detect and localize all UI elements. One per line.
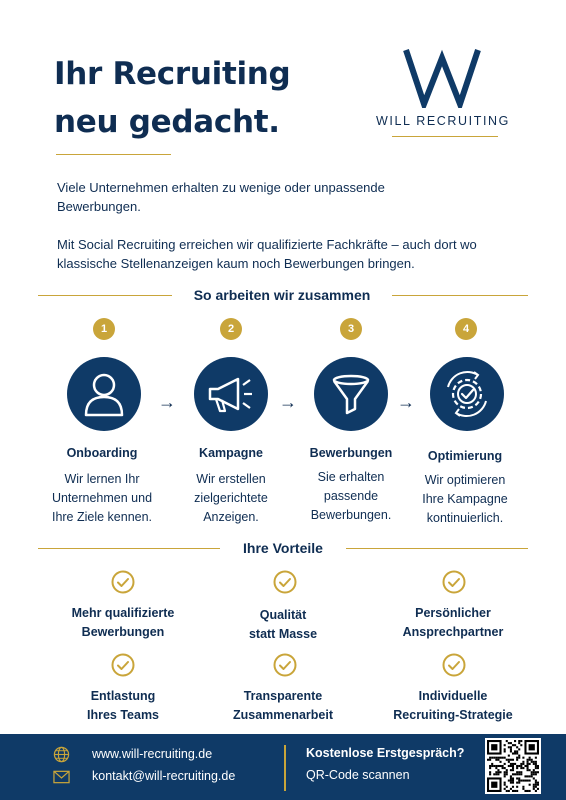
logo-underline (392, 136, 498, 137)
check-circle-icon (442, 653, 466, 677)
step-4-title: Optimierung (427, 449, 503, 463)
step-1-desc-line: Wir lernen Ihr (64, 472, 140, 486)
cta-subtitle: QR-Code scannen (306, 768, 410, 782)
step-4-desc-line: Ihre Kampagne (422, 492, 508, 506)
arrow-1-icon: → (158, 392, 176, 412)
headline-line-1: Ihr Recruiting (54, 56, 291, 92)
benefit-item (208, 687, 358, 725)
step-1-description (32, 470, 172, 527)
intro-paragraph-1: Viele Unternehmen erhalten zu wenige oder unpassende Bewerbungen. (57, 180, 385, 214)
step-3-desc-line: passende (323, 489, 379, 503)
step-3-title: Bewerbungen (309, 446, 393, 460)
step-4-description (395, 471, 535, 528)
headline-line-2: neu gedacht. (54, 104, 280, 140)
benefit-item (48, 604, 198, 642)
globe-icon (53, 746, 70, 763)
benefit-line: Transparente (243, 689, 323, 703)
arrow-2-icon: → (279, 392, 297, 412)
process-title: So arbeiten wir zusammen (172, 287, 392, 303)
step-3-circle (314, 357, 388, 431)
step-2-desc-line: Anzeigen. (203, 510, 259, 524)
benefit-item (378, 604, 528, 642)
benefit-item (48, 687, 198, 725)
step-2-circle (194, 357, 268, 431)
step-4-desc-line: kontinuierlich. (426, 511, 504, 525)
intro-paragraph-2: Mit Social Recruiting erreichen wir qualifizierte Fachkräfte – auch dort wo klassische Stellenanzeigen kaum noch Bewerbungen bringen. (57, 237, 477, 271)
qr-code[interactable] (485, 738, 541, 794)
step-2-badge: 2 (220, 318, 242, 340)
mail-icon (53, 770, 70, 784)
check-circle-icon (273, 570, 297, 594)
step-2-title: Kampagne (199, 446, 263, 460)
benefit-item (208, 606, 358, 644)
step-4-circle (430, 357, 504, 431)
check-circle-icon (111, 570, 135, 594)
benefit-item (373, 687, 533, 725)
step-2-desc-line: zielgerichtete (194, 491, 268, 505)
benefit-line: Ansprechpartner (402, 625, 504, 639)
check-circle-icon (442, 570, 466, 594)
step-1-title: Onboarding (66, 446, 138, 460)
email-link[interactable]: kontakt@will-recruiting.de (92, 769, 236, 783)
gear-check-icon (430, 357, 504, 431)
check-circle-icon (111, 653, 135, 677)
person-icon (67, 357, 141, 431)
page-headline (54, 50, 290, 146)
benefit-line: Zusammenarbeit (232, 708, 334, 722)
step-1-circle (67, 357, 141, 431)
website-link[interactable]: www.will-recruiting.de (92, 747, 213, 761)
step-3-badge: 3 (340, 318, 362, 340)
benefit-line: Individuelle (418, 689, 488, 703)
logo-w-mark (392, 44, 492, 108)
headline-underline (56, 154, 171, 155)
step-1-desc-line: Ihre Ziele kennen. (51, 510, 153, 524)
footer-divider (284, 745, 286, 791)
check-circle-icon (273, 653, 297, 677)
megaphone-icon (194, 357, 268, 431)
funnel-icon (314, 357, 388, 431)
qr-code-pattern (487, 740, 539, 792)
logo-wordmark: WILL RECRUITING (376, 114, 510, 128)
arrow-3-icon: → (397, 392, 415, 412)
benefit-line: Qualität (259, 608, 307, 622)
step-4-desc-line: Wir optimieren (424, 473, 506, 487)
step-1-badge: 1 (93, 318, 115, 340)
intro-text (57, 178, 517, 273)
footer-bar (0, 734, 566, 800)
benefit-line: Persönlicher (415, 606, 491, 620)
benefit-line: Ihres Teams (86, 708, 160, 722)
step-4-badge: 4 (455, 318, 477, 340)
step-3-desc-line: Sie erhalten (317, 470, 385, 484)
step-3-desc-line: Bewerbungen. (310, 508, 392, 522)
benefit-line: Mehr qualifizierte (71, 606, 175, 620)
benefit-line: Bewerbungen (81, 625, 165, 639)
benefits-title: Ihre Vorteile (220, 540, 346, 556)
benefit-line: statt Masse (248, 627, 318, 641)
step-2-description (161, 470, 301, 527)
benefit-line: Entlastung (90, 689, 156, 703)
step-1-desc-line: Unternehmen und (51, 491, 153, 505)
cta-title: Kostenlose Erstgespräch? (306, 746, 465, 760)
step-2-desc-line: Wir erstellen (196, 472, 266, 486)
benefit-line: Recruiting-Strategie (393, 708, 513, 722)
